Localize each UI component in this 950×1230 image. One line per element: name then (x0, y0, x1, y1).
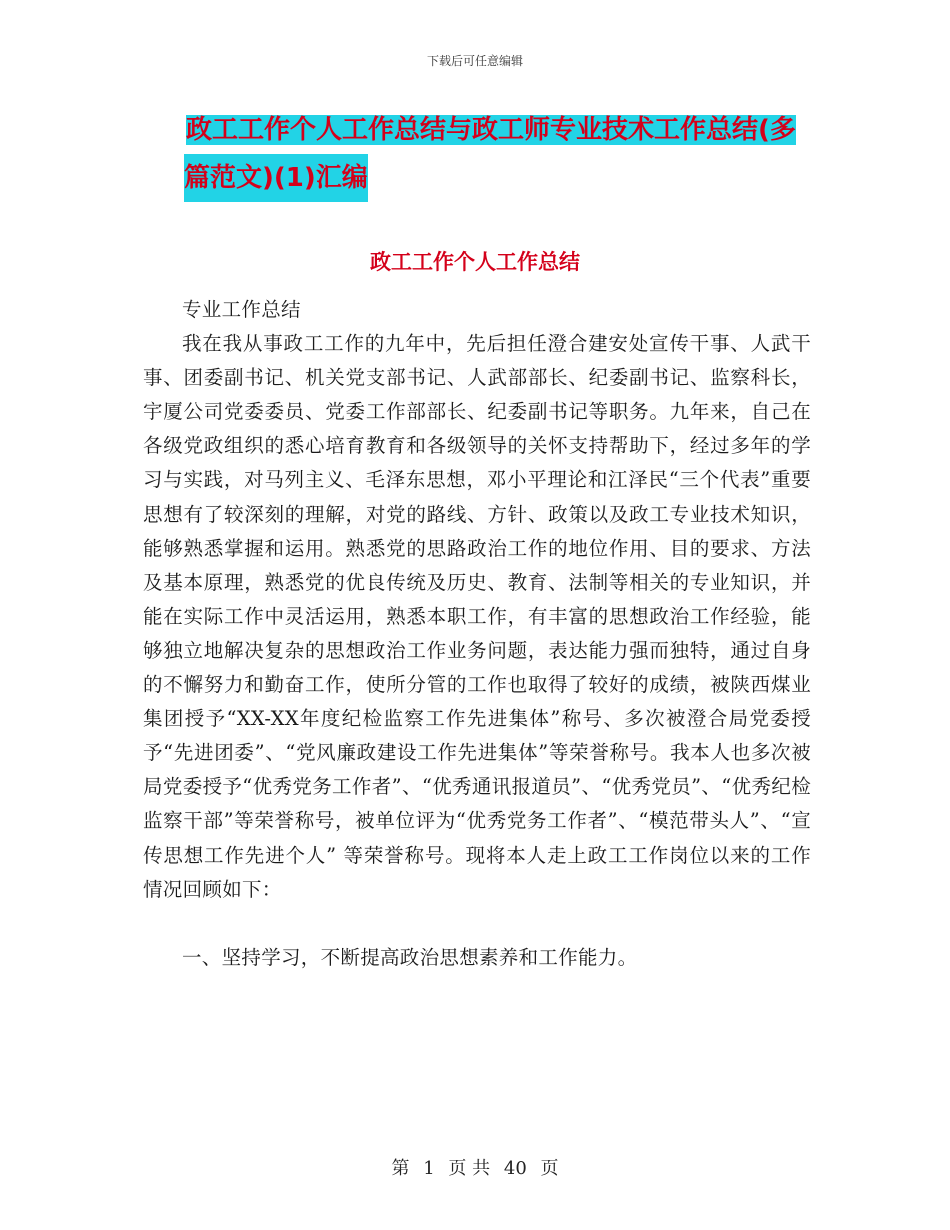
document-title-line1: 政工工作个人工作总结与政工师专业技术工作总结(多 (186, 115, 796, 145)
page-footer (0, 1154, 950, 1180)
paragraph-item-1: 一、坚持学习，不断提高政治思想素养和工作能力。 (182, 945, 638, 969)
footer-middle: 页 共 (448, 1158, 491, 1179)
document-title-line2: 篇范文)(1)汇编 (184, 154, 368, 202)
section-title: 政工工作个人工作总结 (370, 250, 580, 274)
footer-prefix: 第 (391, 1158, 410, 1179)
footer-total-pages: 40 (503, 1158, 527, 1179)
header-note: 下载后可任意编辑 (426, 54, 523, 68)
paragraph-main: 我在我从事政工工作的九年中，先后担任澄合建安处宣传干事、人武干事、团委副书记、机关党支部书记、人武部部长、纪委副书记、监察科长，宇厦公司党委委员、党委工作部部长、纪委副书记等职务。九年来，自己在各级党政组织的悉心培育教育和各级领导的关怀支持帮助下，经过多年的学习与实践，对马列主义、毛泽东思想，邓小平理论和江泽民“三个代表”重要思想有了较深刻的理解，对党的路线、方针、政策以及政工专业技术知识，能够熟悉掌握和运用。熟悉党的思路政治工作的地位作用、目的要求、方法及基本原理，熟悉党的优良传统及历史、教育、法制等相关的专业知识，并能在实际工作中灵活运用，熟悉本职工作，有丰富的思想政治工作经验，能够独立地解决复杂的思想政治工作业务问题，表达能力强而独特，通过自身的不懈努力和勤奋工作，使所分管的工作也取得了较好的成绩，被陕西煤业集团授予“XX-XX年度纪检监察工作先进集体”称号、多次被澄合局党委授予“先进团委”、“党风廉政建设工作先进集体”等荣誉称号。我本人也多次被局党委授予“优秀党务工作者”、“优秀通讯报道员”、“优秀党员”、“优秀纪检监察干部”等荣誉称号，被单位评为“优秀党务工作者”、“模范带头人”、“宣传思想工作先进个人” 等荣誉称号。现将本人走上政工工作岗位以来的工作情况回顾如下： (143, 332, 811, 901)
document-body (143, 293, 811, 975)
paragraph-subtitle: 专业工作总结 (182, 298, 301, 321)
footer-suffix: 页 (540, 1158, 559, 1179)
footer-page-number: 1 (423, 1158, 435, 1179)
document-title (186, 106, 826, 202)
